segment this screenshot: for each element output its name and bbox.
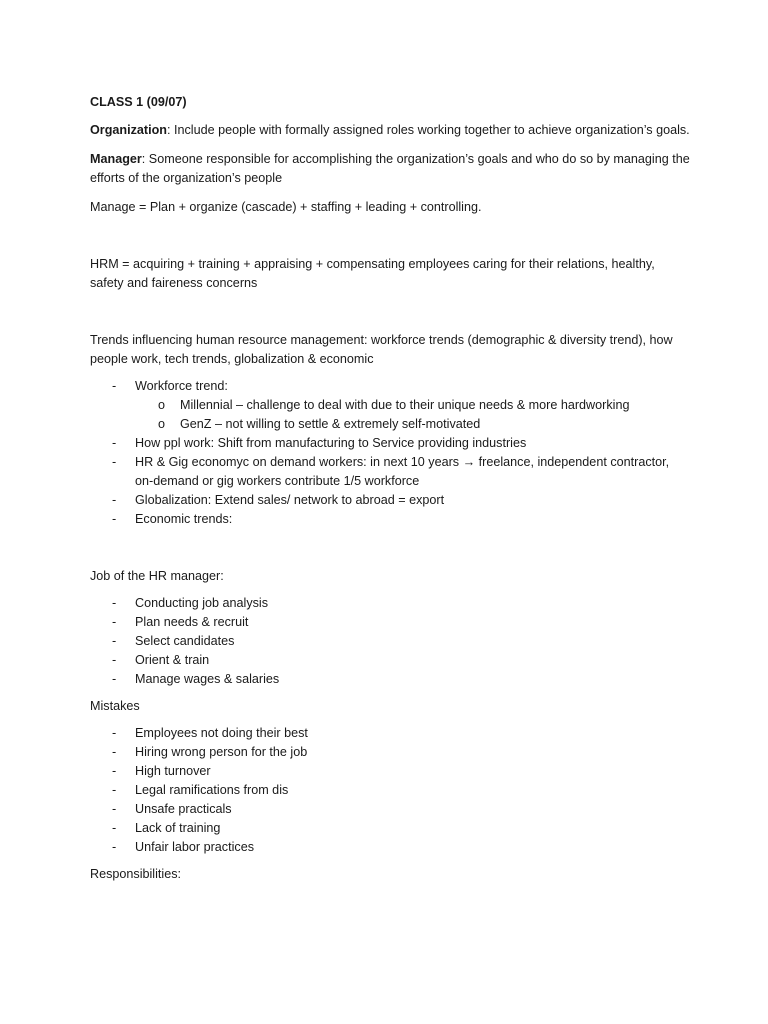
spacer bbox=[90, 217, 690, 255]
dash-bullet: - bbox=[112, 493, 117, 507]
list-item-text: Globalization: Extend sales/ network to abroad = export bbox=[135, 493, 445, 507]
manage-formula: Manage = Plan + organize (cascade) + staffing + leading + controlling. bbox=[90, 200, 482, 214]
dash-bullet: - bbox=[112, 596, 117, 610]
list-item bbox=[90, 762, 690, 781]
list-item bbox=[90, 651, 690, 670]
list-item-text: How ppl work: Shift from manufacturing to Service providing industries bbox=[135, 436, 527, 450]
dash-bullet: - bbox=[112, 672, 117, 686]
job-heading: Job of the HR manager: bbox=[90, 569, 224, 583]
dash-bullet: - bbox=[112, 726, 117, 740]
sub-list-item-text: Millennial – challenge to deal with due to their unique needs & more hardworking bbox=[180, 398, 630, 412]
sub-list-item bbox=[90, 396, 690, 415]
list-item bbox=[90, 453, 690, 491]
spacer bbox=[90, 529, 690, 567]
list-item-text: Unfair labor practices bbox=[135, 840, 254, 854]
list-item bbox=[90, 819, 690, 838]
dash-bullet: - bbox=[112, 379, 117, 393]
dash-bullet: - bbox=[112, 840, 117, 854]
list-item-text: Workforce trend: bbox=[135, 379, 228, 393]
list-item-text: Unsafe practicals bbox=[135, 802, 232, 816]
dash-bullet: - bbox=[112, 634, 117, 648]
manager-definition bbox=[90, 150, 690, 188]
dash-bullet: - bbox=[112, 455, 117, 469]
dash-bullet: - bbox=[112, 802, 117, 816]
list-item-text: Employees not doing their best bbox=[135, 726, 308, 740]
mistakes-heading: Mistakes bbox=[90, 699, 140, 713]
list-item-text: Plan needs & recruit bbox=[135, 615, 249, 629]
document-page bbox=[90, 93, 690, 884]
list-item bbox=[90, 838, 690, 857]
circle-bullet: o bbox=[158, 417, 166, 431]
organization-text: : Include people with formally assigned roles working together to achieve organization’s goals. bbox=[166, 123, 690, 137]
dash-bullet: - bbox=[112, 653, 117, 667]
list-item bbox=[90, 510, 690, 529]
mistakes-list bbox=[90, 724, 690, 857]
manager-text: : Someone responsible for accomplishing the organization’s goals and who do so by managing the efforts of the organization’s people bbox=[90, 152, 690, 185]
list-item bbox=[90, 781, 690, 800]
list-item bbox=[90, 613, 690, 632]
dash-bullet: - bbox=[112, 436, 117, 450]
dash-bullet: - bbox=[112, 615, 117, 629]
list-item bbox=[90, 377, 690, 434]
sub-list-item-text: GenZ – not willing to settle & extremely self-motivated bbox=[180, 417, 481, 431]
class-title: CLASS 1 (09/07) bbox=[90, 95, 187, 109]
list-item-text: Hiring wrong person for the job bbox=[135, 745, 308, 759]
trends-list bbox=[90, 377, 690, 529]
responsibilities-heading: Responsibilities: bbox=[90, 867, 181, 881]
list-item bbox=[90, 594, 690, 613]
job-list bbox=[90, 594, 690, 689]
list-item-text: High turnover bbox=[135, 764, 211, 778]
manager-term: Manager bbox=[90, 152, 142, 166]
hrm-formula: HRM = acquiring + training + appraising + compensating employees caring for their relations, healthy, safety and faireness concerns bbox=[90, 257, 655, 290]
list-item-text: Manage wages & salaries bbox=[135, 672, 280, 686]
list-item bbox=[90, 434, 690, 453]
list-item-text: Economic trends: bbox=[135, 512, 233, 526]
list-item bbox=[90, 743, 690, 762]
circle-bullet: o bbox=[158, 398, 166, 412]
dash-bullet: - bbox=[112, 512, 117, 526]
list-item-text: Conducting job analysis bbox=[135, 596, 269, 610]
list-item bbox=[90, 800, 690, 819]
dash-bullet: - bbox=[112, 783, 117, 797]
list-item-text: Legal ramifications from dis bbox=[135, 783, 289, 797]
workforce-sublist bbox=[135, 396, 690, 434]
list-item-text: Orient & train bbox=[135, 653, 210, 667]
organization-definition bbox=[90, 121, 690, 140]
dash-bullet: - bbox=[112, 745, 117, 759]
spacer bbox=[90, 293, 690, 331]
sub-list-item bbox=[90, 415, 690, 434]
list-item bbox=[90, 670, 690, 689]
list-item-text: Lack of training bbox=[135, 821, 221, 835]
dash-bullet: - bbox=[112, 821, 117, 835]
organization-term: Organization bbox=[90, 123, 167, 137]
list-item bbox=[90, 491, 690, 510]
list-item bbox=[90, 724, 690, 743]
trends-intro: Trends influencing human resource management: workforce trends (demographic & diversity trend), how people work, tech trends, globalization & economic bbox=[90, 333, 673, 366]
list-item bbox=[90, 632, 690, 651]
list-item-text: HR & Gig economyc on demand workers: in next 10 years → freelance, independent contractor, on-demand or gig workers contribute 1/5 workforce bbox=[135, 455, 670, 488]
list-item-text: Select candidates bbox=[135, 634, 235, 648]
dash-bullet: - bbox=[112, 764, 117, 778]
